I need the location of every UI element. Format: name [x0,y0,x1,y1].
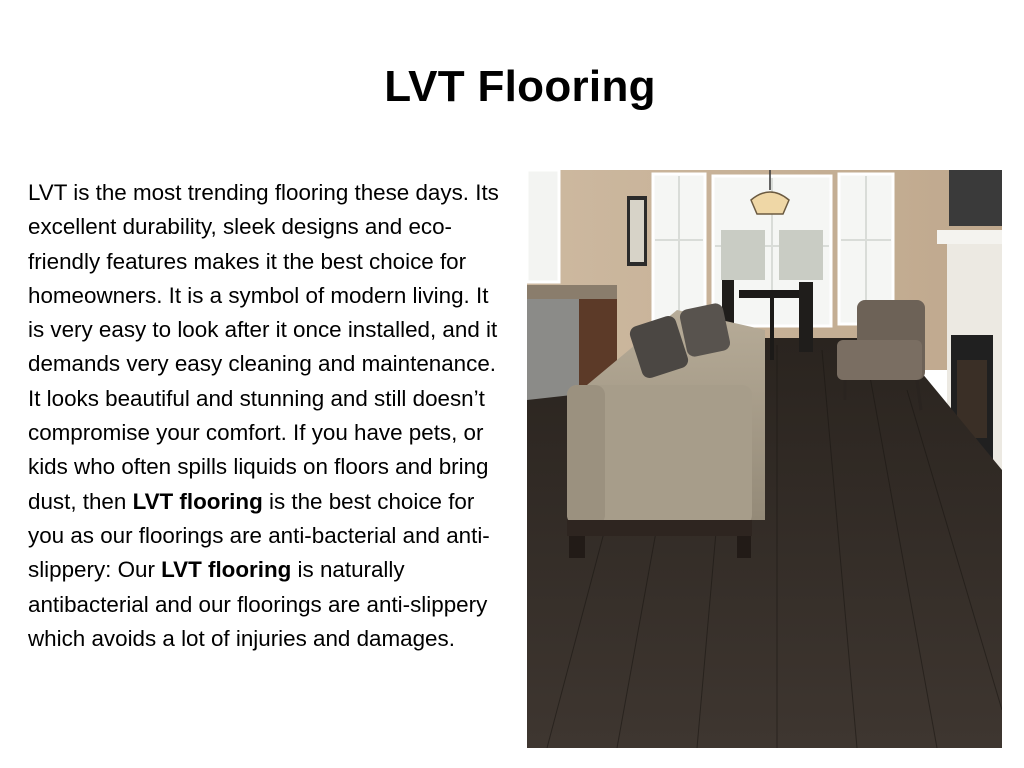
slide-title: LVT Flooring [384,62,656,111]
living-room-photo [527,170,1002,748]
paragraph-text-1: LVT is the most trending flooring these days. Its excellent durability, sleek designs and eco-friendly features makes it the best choice for homeowners. It is a symbol of modern living. It is very easy to look after it once installed, and it demands very easy cleaning and maintenance. It looks beautiful and stunning and still doesn’t compromise your comfort. If you have pets, or kids who often spills liquids on floors and bring dust, then [28,180,499,514]
dishwasher [527,299,579,401]
dining-table [739,290,805,298]
fireplace-mantel [937,230,1002,244]
pendant-light [751,192,789,214]
kitchen-counter [527,285,617,299]
body-paragraph [28,176,510,656]
paragraph-text-3: is naturally antibacterial and our floorings are anti-slippery which avoids a lot of injuries and damages. [28,557,488,651]
tv-frame [949,170,1002,226]
bold-lvt-flooring-1: LVT flooring [132,488,263,514]
paragraph-text-2: is the best choice for you as our floorings are anti-bacterial and anti-slippery: Our [28,488,490,583]
left-window [527,170,559,282]
bold-lvt-flooring-2: LVT flooring [161,557,292,583]
